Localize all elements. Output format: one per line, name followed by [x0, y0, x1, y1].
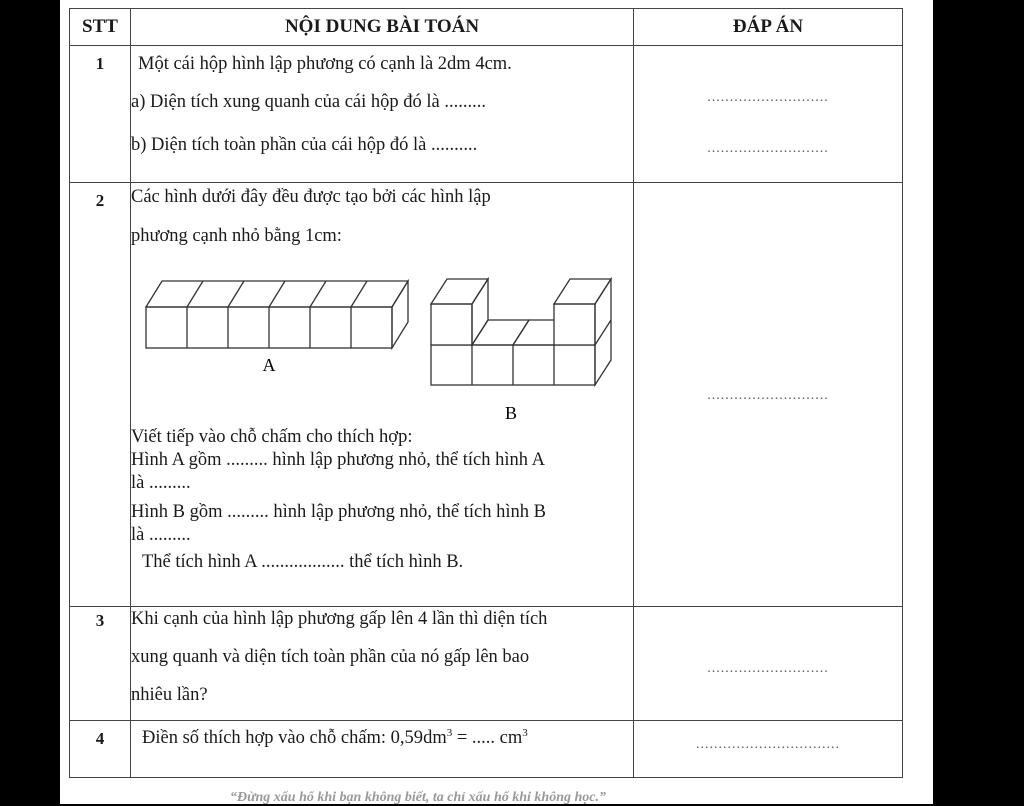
- problem-line: Hình B gồm ......... hình lập phương nhỏ, thể tích hình B: [131, 502, 546, 522]
- problem-line: Thể tích hình A .................. thể tích hình B.: [142, 552, 464, 572]
- problem-line: Một cái hộp hình lập phương có cạnh là 2dm 4cm.: [138, 54, 512, 74]
- answer-cell[interactable]: [634, 183, 903, 607]
- figure-b: [431, 279, 611, 385]
- problem-line: [131, 721, 633, 749]
- answer-blank[interactable]: ...........................: [707, 141, 829, 156]
- answer-cell[interactable]: [634, 46, 903, 183]
- figures-area: [131, 247, 633, 427]
- figure-b-label: B: [504, 403, 518, 423]
- problem-line: Các hình dưới đây đều được tạo bởi các hình lập: [131, 187, 491, 207]
- worksheet-page: [60, 0, 933, 804]
- problem-line: Khi cạnh của hình lập phương gấp lên 4 lần thì diện tích: [131, 609, 548, 629]
- row-number: 3: [70, 607, 131, 721]
- answer-blank[interactable]: ...........................: [707, 388, 829, 403]
- answer-blank[interactable]: ................................: [696, 737, 840, 752]
- problem-content: [131, 46, 634, 183]
- problem-line: nhiêu lần?: [131, 685, 208, 705]
- row-number: 2: [70, 183, 131, 607]
- unit-dm: dm: [423, 728, 447, 749]
- header-stt: STT: [70, 9, 131, 46]
- row-number: 1: [70, 46, 131, 183]
- answer-cell[interactable]: [634, 721, 903, 778]
- table-row: [70, 721, 903, 778]
- table-row: [70, 183, 903, 607]
- problem-line: phương cạnh nhỏ bằng 1cm:: [131, 226, 342, 246]
- blank-text[interactable]: = .....: [452, 728, 500, 749]
- problem-content: [131, 607, 634, 721]
- answer-cell[interactable]: [634, 607, 903, 721]
- header-row: [70, 9, 903, 46]
- exponent: 3: [522, 727, 528, 739]
- footer-quote: “Đừng xấu hổ khi bạn không biết, ta chỉ xấu hổ khi không học.”: [230, 790, 606, 805]
- header-answer: ĐÁP ÁN: [634, 9, 903, 46]
- problem-text: Điền số thích hợp vào chỗ chấm: 0,59: [142, 728, 424, 749]
- problem-line: là .........: [131, 525, 191, 545]
- figure-a: [146, 281, 408, 348]
- figure-a-label: A: [262, 355, 276, 375]
- table-row: [70, 46, 903, 183]
- problem-line: Viết tiếp vào chỗ chấm cho thích hợp:: [131, 427, 413, 447]
- problem-content: [131, 183, 634, 607]
- header-content: NỘI DUNG BÀI TOÁN: [131, 9, 634, 46]
- problem-line: a) Diện tích xung quanh của cái hộp đó là .........: [131, 92, 486, 112]
- answer-blank[interactable]: ...........................: [707, 90, 829, 105]
- answer-blank[interactable]: ...........................: [707, 661, 829, 676]
- worksheet-table: [69, 8, 903, 778]
- row-number: 4: [70, 721, 131, 778]
- problem-content: [131, 721, 634, 778]
- unit-cm: cm: [499, 728, 523, 749]
- problem-line: là .........: [131, 473, 191, 493]
- table-row: [70, 607, 903, 721]
- problem-line: b) Diện tích toàn phần của cái hộp đó là ..........: [131, 135, 478, 155]
- exponent: 3: [446, 727, 453, 739]
- problem-line: Hình A gồm ......... hình lập phương nhỏ, thể tích hình A: [131, 450, 545, 470]
- problem-line: xung quanh và diện tích toàn phần của nó gấp lên bao: [131, 647, 530, 667]
- figures-svg: [131, 247, 634, 427]
